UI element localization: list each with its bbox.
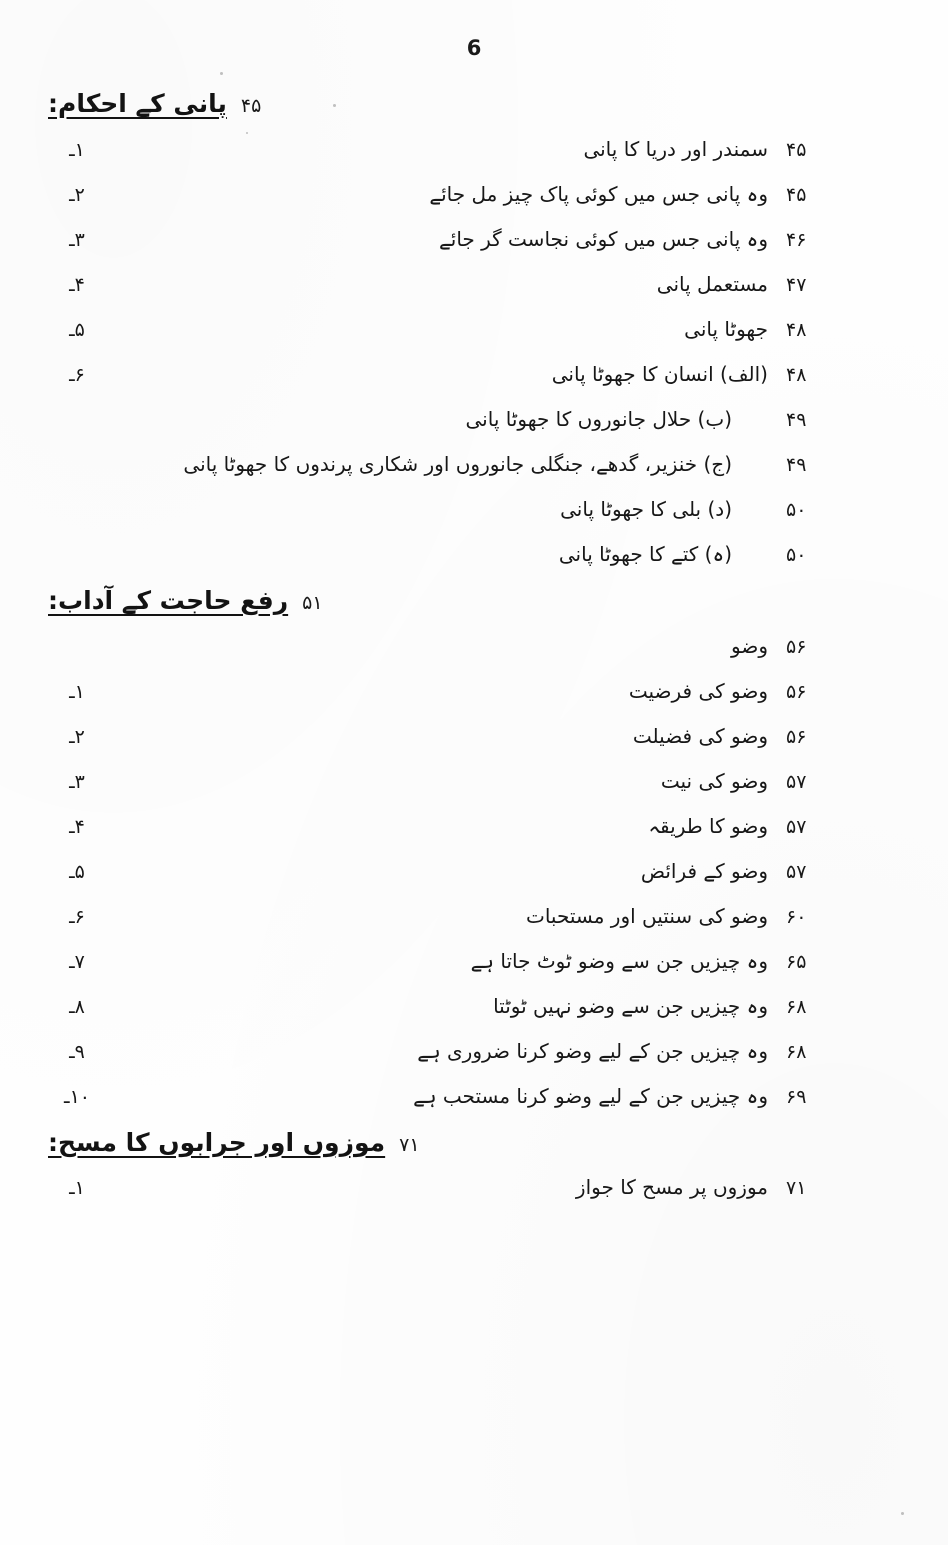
toc-page-number: ۵۰ bbox=[786, 543, 807, 566]
toc-item-number: ۸ـ bbox=[69, 995, 85, 1018]
toc-entry-row bbox=[48, 362, 896, 386]
toc-page-number: ۶۰ bbox=[786, 905, 807, 928]
toc-page-number: ۶۸ bbox=[786, 1040, 807, 1063]
page-number: 6 bbox=[466, 36, 482, 60]
toc-page-number: ۶۵ bbox=[786, 950, 807, 973]
toc-item-label: وضو کے فرائض bbox=[640, 858, 768, 883]
toc-item-label: وضو کا طریقہ bbox=[648, 813, 768, 838]
toc-page-number: ۶۸ bbox=[786, 995, 807, 1018]
toc-entry-row bbox=[48, 904, 896, 928]
toc-item-number: ۱ـ bbox=[69, 680, 85, 703]
toc-item-label: وہ پانی جس میں کوئی پاک چیز مل جائے bbox=[429, 181, 768, 206]
toc-page-number: ۴۹ bbox=[786, 408, 807, 431]
toc-entry-row bbox=[48, 137, 896, 161]
toc-item-number: ۳ـ bbox=[69, 228, 85, 251]
toc-entry-row bbox=[48, 407, 896, 431]
toc-heading-wrap bbox=[48, 1129, 385, 1158]
scan-speck bbox=[901, 1512, 904, 1515]
toc-item-number: ۵ـ bbox=[69, 860, 85, 883]
toc-item-number: ۴ـ bbox=[69, 815, 85, 838]
toc-item-number: ۶ـ bbox=[69, 363, 85, 386]
toc-item-label: (ج) خنزیر، گدھے، جنگلی جانوروں اور شکاری پرندوں کا جھوٹا پانی bbox=[183, 451, 732, 476]
toc-item-label: وہ چیزیں جن سے وضو ٹوٹ جاتا ہے bbox=[470, 948, 768, 973]
toc-entry-row bbox=[48, 949, 896, 973]
toc-item-number: ۹ـ bbox=[69, 1040, 85, 1063]
toc-page-number: ۷۱ bbox=[786, 1177, 807, 1200]
toc-page-number: ۵۷ bbox=[786, 770, 807, 793]
toc-page-number: ۵۶ bbox=[786, 725, 807, 748]
toc-item-label: موزوں پر مسح کا جواز bbox=[575, 1175, 768, 1200]
toc-item-number: ۱۰ـ bbox=[64, 1085, 90, 1108]
toc-entry-row bbox=[48, 814, 896, 838]
toc-page-number: ۴۵ bbox=[240, 95, 262, 117]
toc-item-label: وضو bbox=[731, 633, 768, 658]
toc-entry-row bbox=[48, 1039, 896, 1063]
toc-page-number: ۴۹ bbox=[786, 453, 807, 476]
toc-page-number: ۶۹ bbox=[786, 1085, 807, 1108]
toc-heading-row bbox=[48, 1129, 896, 1158]
toc-entry-row bbox=[48, 317, 896, 341]
toc-page-number: ۵۶ bbox=[786, 635, 807, 658]
toc-heading-title: موزوں اور جرابوں کا مسح: bbox=[48, 1127, 386, 1157]
toc-item-number: ۲ـ bbox=[69, 725, 85, 748]
toc-entry-row bbox=[48, 227, 896, 251]
toc-item-label: جھوٹا پانی bbox=[684, 316, 768, 341]
toc-entry-row bbox=[48, 679, 896, 703]
toc-item-label: وہ پانی جس میں کوئی نجاست گر جائے bbox=[439, 226, 768, 251]
toc-item-label: (ب) حلال جانوروں کا جھوٹا پانی bbox=[465, 406, 732, 431]
table-of-contents bbox=[48, 88, 896, 1220]
toc-item-label: وضو کی فرضیت bbox=[628, 678, 768, 703]
toc-item-number: ۳ـ bbox=[69, 770, 85, 793]
toc-page-number: ۴۵ bbox=[786, 138, 807, 161]
toc-entry-row bbox=[48, 542, 896, 566]
toc-item-number: ۱ـ bbox=[69, 1177, 85, 1200]
toc-item-label: وہ چیزیں جن سے وضو نہیں ٹوٹتا bbox=[493, 993, 768, 1018]
toc-item-number: ۱ـ bbox=[69, 138, 85, 161]
toc-item-label: وضو کی سنتیں اور مستحبات bbox=[525, 903, 768, 928]
toc-entry-row bbox=[48, 859, 896, 883]
toc-heading-title: پانی کے احکام: bbox=[48, 89, 227, 118]
toc-item-number: ۵ـ bbox=[69, 318, 85, 341]
toc-entry-row bbox=[48, 497, 896, 521]
toc-entry-row bbox=[48, 1175, 896, 1199]
toc-item-number: ۴ـ bbox=[69, 273, 85, 296]
toc-heading-title: رفع حاجت کے آداب: bbox=[48, 585, 289, 615]
toc-entry-row bbox=[48, 452, 896, 476]
toc-item-label: سمندر اور دریا کا پانی bbox=[583, 136, 768, 161]
toc-item-label: وضو کی فضیلت bbox=[632, 723, 768, 748]
toc-item-label: وضو کی نیت bbox=[660, 768, 768, 793]
toc-page-number: ۵۰ bbox=[786, 498, 807, 521]
toc-item-number: ۶ـ bbox=[69, 905, 85, 928]
toc-page-number: ۵۱ bbox=[302, 591, 323, 614]
toc-item-number: ۷ـ bbox=[69, 950, 85, 973]
toc-page-number: ۴۸ bbox=[786, 318, 807, 341]
toc-heading-wrap bbox=[48, 90, 227, 119]
toc-page-number: ۴۷ bbox=[786, 273, 807, 296]
toc-entry-row bbox=[48, 994, 896, 1018]
toc-entry-row bbox=[48, 634, 896, 658]
toc-page-number: ۵۷ bbox=[786, 815, 807, 838]
toc-item-label: وہ چیزیں جن کے لیے وضو کرنا مستحب ہے bbox=[413, 1083, 768, 1108]
toc-entry-row bbox=[48, 1084, 896, 1108]
toc-item-number: ۲ـ bbox=[69, 183, 85, 206]
toc-entry-row bbox=[48, 182, 896, 206]
toc-page-number: ۷۱ bbox=[399, 1133, 420, 1156]
toc-item-label: (ہ) کتے کا جھوٹا پانی bbox=[558, 541, 732, 566]
scan-speck bbox=[220, 72, 223, 75]
toc-entry-row bbox=[48, 769, 896, 793]
toc-heading-wrap bbox=[48, 587, 288, 616]
toc-page-number: ۴۸ bbox=[786, 363, 807, 386]
toc-entry-row bbox=[48, 724, 896, 748]
toc-item-label: مستعمل پانی bbox=[656, 271, 768, 296]
toc-item-label: (الف) انسان کا جھوٹا پانی bbox=[551, 361, 768, 386]
toc-page-number: ۴۶ bbox=[786, 228, 807, 251]
toc-heading-row bbox=[48, 90, 896, 119]
toc-item-label: (د) بلی کا جھوٹا پانی bbox=[560, 496, 732, 521]
toc-page-number: ۴۵ bbox=[786, 183, 807, 206]
toc-page-number: ۵۷ bbox=[786, 860, 807, 883]
toc-page-number: ۵۶ bbox=[786, 680, 807, 703]
toc-item-label: وہ چیزیں جن کے لیے وضو کرنا ضروری ہے bbox=[417, 1038, 768, 1063]
toc-heading-row bbox=[48, 587, 896, 616]
toc-entry-row bbox=[48, 272, 896, 296]
